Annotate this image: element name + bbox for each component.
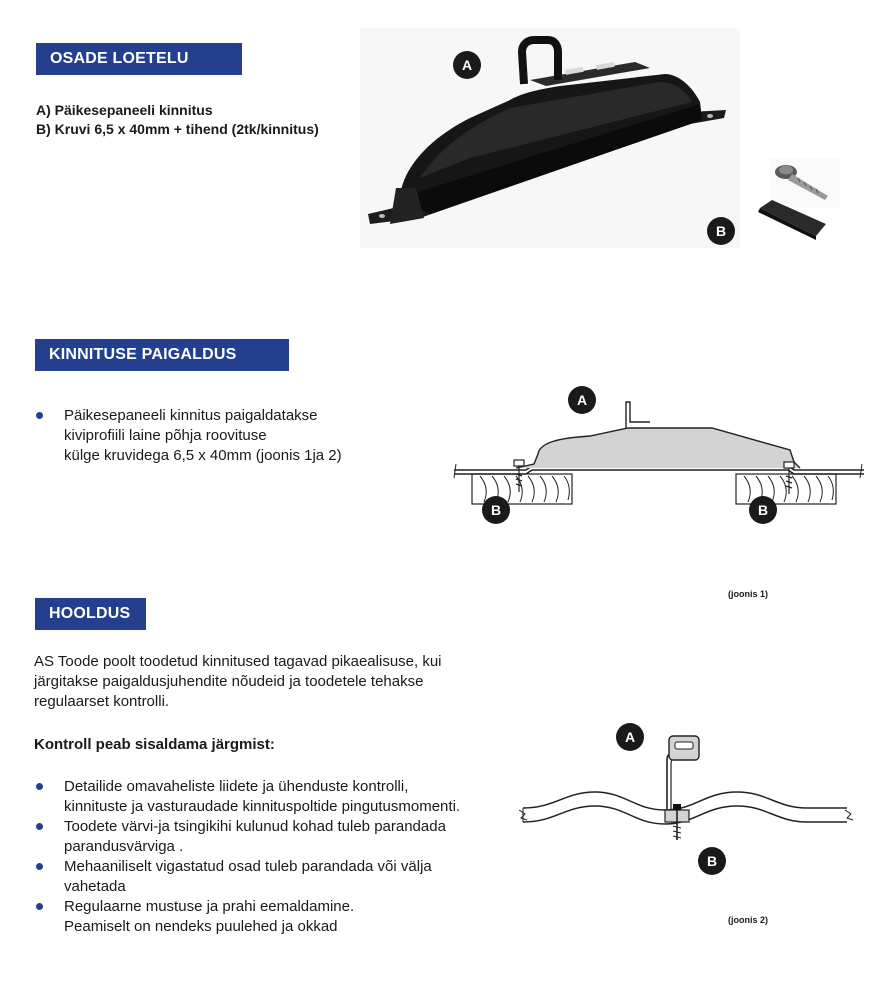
bullet-line: parandusvärviga . (64, 838, 184, 855)
bullet-line: vahetada (64, 878, 126, 895)
maintenance-bullet (36, 817, 486, 857)
washer-photo (756, 196, 830, 240)
svg-text:B: B (715, 223, 727, 239)
bullet-line: Detailide omavaheliste liidete ja ühenduste kontrolli, (64, 778, 409, 795)
figure-1-drawing (450, 380, 870, 540)
maintenance-subtitle: Kontroll peab sisaldama järgmist: (34, 736, 275, 753)
bullet-dot (36, 412, 43, 419)
bullet-line: Regulaarne mustuse ja prahi eemaldamine. (64, 898, 355, 915)
bracket-photo (360, 28, 740, 248)
maintenance-bullet (36, 857, 486, 897)
figure-2-drawing (515, 730, 855, 850)
install-bullets (36, 406, 342, 466)
parts-item-a: A) Päikesepaneeli kinnitus (36, 102, 213, 118)
fig1-label-b-right-badge (748, 495, 778, 525)
bullet-dot (36, 863, 43, 870)
install-line-3: külge kruvidega 6,5 x 40mm (joonis 1ja 2) (64, 447, 342, 464)
label-a-badge (452, 50, 482, 80)
svg-text:A: A (461, 57, 473, 73)
intro-line-2: järgitakse paigaldusjuhendite nõudeid ja toodetele tehakse (34, 673, 424, 690)
bullet-line: Toodete värvi-ja tsingikihi kulunud kohad tuleb parandada (64, 818, 446, 835)
svg-text:A: A (576, 392, 588, 408)
figure-2-caption: (joonis 2) (728, 915, 768, 925)
svg-text:A: A (624, 729, 636, 745)
fig1-label-b-left-badge (481, 495, 511, 525)
maintenance-bullet (36, 777, 486, 817)
svg-text:B: B (490, 502, 502, 518)
bullet-dot (36, 903, 43, 910)
install-bullet (36, 406, 342, 466)
parts-item-b: B) Kruvi 6,5 x 40mm + tihend (2tk/kinnitus) (36, 121, 319, 137)
intro-line-1: AS Toode poolt toodetud kinnitused tagavad pikaealisuse, kui (34, 653, 442, 670)
install-line-2: kiviprofiili laine põhja roovituse (64, 427, 267, 444)
intro-line-3: regulaarset kontrolli. (34, 693, 170, 710)
maintenance-intro (34, 652, 474, 712)
bullet-line: Mehaaniliselt vigastatud osad tuleb parandada või välja (64, 858, 432, 875)
maintenance-bullet (36, 897, 486, 937)
install-line-1: Päikesepaneeli kinnitus paigaldatakse (64, 407, 318, 424)
section-header-parts: OSADE LOETELU (36, 43, 242, 75)
parts-list (36, 101, 319, 139)
bullet-dot (36, 823, 43, 830)
bullet-dot (36, 783, 43, 790)
section-header-maintenance: HOOLDUS (35, 598, 146, 630)
svg-text:B: B (706, 853, 718, 869)
figure-1-caption: (joonis 1) (728, 589, 768, 599)
maintenance-bullets (36, 777, 486, 937)
section-header-install: KINNITUSE PAIGALDUS (35, 339, 289, 371)
svg-text:B: B (757, 502, 769, 518)
label-b-badge (706, 216, 736, 246)
bullet-line: Peamiselt on nendeks puulehed ja okkad (64, 918, 338, 935)
fig2-label-a-badge (615, 722, 645, 752)
fig2-label-b-badge (697, 846, 727, 876)
bullet-line: kinnituste ja vasturaudade kinnituspoltide pingutusmomenti. (64, 798, 461, 815)
fig1-label-a-badge (567, 385, 597, 415)
